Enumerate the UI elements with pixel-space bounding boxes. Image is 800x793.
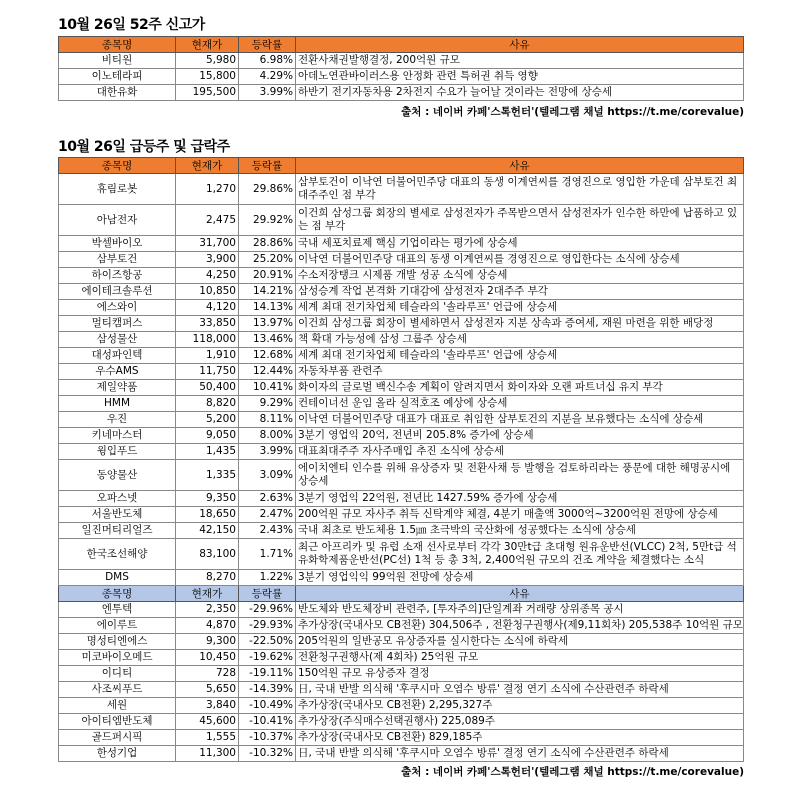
reason-cell: 컨테이너선 운임 올라 실적호조 예상에 상승세	[296, 396, 744, 412]
price-cell: 118,000	[176, 332, 239, 348]
price-cell: 4,120	[176, 300, 239, 316]
table-row	[59, 507, 744, 523]
change-cell: 12.44%	[239, 364, 296, 380]
price-cell: 18,650	[176, 507, 239, 523]
table-row	[59, 300, 744, 316]
change-cell: 29.92%	[239, 205, 296, 236]
column-header: 등락률	[239, 158, 296, 174]
stock-name-cell: 하이즈항공	[59, 268, 176, 284]
change-cell: 14.21%	[239, 284, 296, 300]
stock-name-cell: 아남전자	[59, 205, 176, 236]
change-cell: 2.47%	[239, 507, 296, 523]
stock-name-cell: 골드퍼시픽	[59, 730, 176, 746]
reason-cell: 3분기 영업익익 99억원 전망에 상승세	[296, 570, 744, 586]
reason-cell: 205억원의 일반공모 유상증자를 실시한다는 소식에 하락세	[296, 634, 744, 650]
change-cell: -14.39%	[239, 682, 296, 698]
table-row	[59, 730, 744, 746]
change-cell: 13.97%	[239, 316, 296, 332]
reason-cell: 전환청구권행사(제 4회차) 25억원 규모	[296, 650, 744, 666]
table-row	[59, 634, 744, 650]
reason-cell: 대표최대주주 자사주매입 추진 소식에 상승세	[296, 444, 744, 460]
change-cell: -29.93%	[239, 618, 296, 634]
price-cell: 9,350	[176, 491, 239, 507]
table-row	[59, 284, 744, 300]
table-row	[59, 236, 744, 252]
reason-cell: 전환사채권발행결정, 200억원 규모	[296, 53, 744, 69]
change-cell: 14.13%	[239, 300, 296, 316]
stock-name-cell: 우진	[59, 412, 176, 428]
change-cell: 3.99%	[239, 85, 296, 101]
reason-cell: 추가상장(국내사모 CB전환) 829,185주	[296, 730, 744, 746]
price-cell: 728	[176, 666, 239, 682]
stock-name-cell: 이노테라피	[59, 69, 176, 85]
price-cell: 50,400	[176, 380, 239, 396]
price-cell: 45,600	[176, 714, 239, 730]
reason-cell: 150억원 규모 유상증자 결정	[296, 666, 744, 682]
reason-cell: 日, 국내 반발 의식해 '후쿠시마 오염수 방류' 결정 연기 소식에 수산관련주 하락세	[296, 746, 744, 762]
stock-name-cell: 동양물산	[59, 460, 176, 491]
table-row	[59, 85, 744, 101]
stock-name-cell: 대한유화	[59, 85, 176, 101]
change-cell: -29.96%	[239, 602, 296, 618]
stock-name-cell: 대성파인텍	[59, 348, 176, 364]
reason-cell: 반도체와 반도체장비 관련주, [투자주의]단일계좌 거래량 상위종목 공시	[296, 602, 744, 618]
table-row	[59, 396, 744, 412]
change-cell: -10.41%	[239, 714, 296, 730]
table-row	[59, 698, 744, 714]
table-row	[59, 666, 744, 682]
stock-name-cell: 오파스넷	[59, 491, 176, 507]
price-cell: 42,150	[176, 523, 239, 539]
reason-cell: 200억원 규모 자사주 취득 신탁계약 체결, 4분기 매출액 3000억~3200억원 전망에 상승세	[296, 507, 744, 523]
reason-cell: 삼성승계 작업 본격화 기대감에 삼성전자 2대주주 부각	[296, 284, 744, 300]
source-note-2: 출처 : 네이버 카페'스톡헌터'(텔레그램 채널 https://t.me/corevalue)	[401, 766, 744, 778]
change-cell: -19.11%	[239, 666, 296, 682]
change-cell: 4.29%	[239, 69, 296, 85]
stock-name-cell: 명성티엔에스	[59, 634, 176, 650]
table-row	[59, 428, 744, 444]
column-header: 등락률	[239, 37, 296, 53]
table-row	[59, 174, 744, 205]
table-row	[59, 348, 744, 364]
reason-cell: 국내 최초로 반도체용 1.5㎛ 초극박의 국산화에 성공했다는 소식에 상승세	[296, 523, 744, 539]
change-cell: 1.22%	[239, 570, 296, 586]
stock-name-cell: 한성기업	[59, 746, 176, 762]
change-cell: 10.41%	[239, 380, 296, 396]
change-cell: -19.62%	[239, 650, 296, 666]
table-row	[59, 523, 744, 539]
reason-cell: 추가상장(국내사모 CB전환) 2,295,327주	[296, 698, 744, 714]
reason-cell: 하반기 전기자동차용 2차전지 수요가 늘어날 것이라는 전망에 상승세	[296, 85, 744, 101]
change-cell: -22.50%	[239, 634, 296, 650]
price-cell: 8,820	[176, 396, 239, 412]
table-row	[59, 618, 744, 634]
section2-title: 10월 26일 급등주 및 급락주	[58, 139, 230, 155]
reason-cell: 이건희 삼성그룹 회장이 별세하면서 삼성전자 지분 상속과 증여세, 재원 마련을 위한 배당정	[296, 316, 744, 332]
stock-name-cell: HMM	[59, 396, 176, 412]
change-cell: 25.20%	[239, 252, 296, 268]
price-cell: 1,435	[176, 444, 239, 460]
reason-cell: 아데노연관바이러스용 안정화 관련 특허권 취득 영향	[296, 69, 744, 85]
section1-title: 10월 26일 52주 신고가	[58, 17, 205, 33]
price-cell: 4,870	[176, 618, 239, 634]
change-cell: 9.29%	[239, 396, 296, 412]
table-row	[59, 714, 744, 730]
price-cell: 9,050	[176, 428, 239, 444]
price-cell: 2,475	[176, 205, 239, 236]
stock-name-cell: 에이테크솔루션	[59, 284, 176, 300]
table-row	[59, 205, 744, 236]
stock-name-cell: 키네마스터	[59, 428, 176, 444]
price-cell: 3,840	[176, 698, 239, 714]
reason-cell: 자동차부품 관련주	[296, 364, 744, 380]
reason-cell: 세계 최대 전기차업체 테슬라의 '솔라루프' 언급에 상승세	[296, 300, 744, 316]
stock-name-cell: 우수AMS	[59, 364, 176, 380]
price-cell: 11,300	[176, 746, 239, 762]
change-cell: 13.46%	[239, 332, 296, 348]
change-cell: -10.37%	[239, 730, 296, 746]
change-cell: 2.43%	[239, 523, 296, 539]
reason-cell: 추가상장(주식매수선택권행사) 225,089주	[296, 714, 744, 730]
column-header: 등락률	[239, 586, 296, 602]
table-row	[59, 69, 744, 85]
price-cell: 1,270	[176, 174, 239, 205]
stock-name-cell: 사조씨푸드	[59, 682, 176, 698]
table-row	[59, 539, 744, 570]
change-cell: 3.99%	[239, 444, 296, 460]
stock-name-cell: 휴림로봇	[59, 174, 176, 205]
price-cell: 1,335	[176, 460, 239, 491]
stock-name-cell: DMS	[59, 570, 176, 586]
price-cell: 2,350	[176, 602, 239, 618]
price-cell: 83,100	[176, 539, 239, 570]
change-cell: 8.00%	[239, 428, 296, 444]
decliners-header-row	[59, 586, 744, 602]
change-cell: 12.68%	[239, 348, 296, 364]
change-cell: 1.71%	[239, 539, 296, 570]
price-cell: 195,500	[176, 85, 239, 101]
reason-cell: 책 확대 가능성에 삼성 그룹주 상승세	[296, 332, 744, 348]
stock-name-cell: 미코바이오메드	[59, 650, 176, 666]
price-cell: 8,270	[176, 570, 239, 586]
new-high-table	[58, 36, 744, 101]
stock-name-cell: 아이티엠반도체	[59, 714, 176, 730]
reason-cell: 이낙연 더불어민주당 대표의 동생 이계연씨를 경영진으로 영입한다는 소식에 상승세	[296, 252, 744, 268]
stock-name-cell: 에스와이	[59, 300, 176, 316]
reason-cell: 화이자의 글로벌 백신수송 계획이 알려지면서 화이자와 오랜 파트너십 유지 부각	[296, 380, 744, 396]
reason-cell: 삼부토건이 이낙연 더불어민주당 대표의 동생 이계연씨를 경영진으로 영입한 가운데 삼부토건 최대주주인 점 부각	[296, 174, 744, 205]
price-cell: 10,850	[176, 284, 239, 300]
stock-name-cell: 윙입푸드	[59, 444, 176, 460]
column-header: 종목명	[59, 586, 176, 602]
change-cell: 29.86%	[239, 174, 296, 205]
price-cell: 1,555	[176, 730, 239, 746]
table-row	[59, 380, 744, 396]
reason-cell: 이낙연 더불어민주당 대표가 대표로 취임한 삼부토건의 지분을 보유했다는 소식에 상승세	[296, 412, 744, 428]
price-cell: 33,850	[176, 316, 239, 332]
price-cell: 5,200	[176, 412, 239, 428]
stock-name-cell: 비티원	[59, 53, 176, 69]
table-row	[59, 252, 744, 268]
stock-name-cell: 한국조선해양	[59, 539, 176, 570]
column-header: 종목명	[59, 158, 176, 174]
reason-cell: 이건희 삼성그룹 회장의 별세로 삼성전자가 주목받으면서 삼성전자가 인수한 하만에 납품하고 있는 점 부각	[296, 205, 744, 236]
stock-name-cell: 에이루트	[59, 618, 176, 634]
reason-cell: 최근 아프리카 및 유럽 소재 선사로부터 각각 30만t급 초대형 원유운반선(VLCC) 2척, 5만t급 석유화학제품운반선(PC선) 1척 등 총 3척, 2,400억원 규모의 건조 계약을 체결했다는 소식	[296, 539, 744, 570]
price-cell: 10,450	[176, 650, 239, 666]
table-row	[59, 316, 744, 332]
table-row	[59, 570, 744, 586]
change-cell: 3.09%	[239, 460, 296, 491]
change-cell: -10.32%	[239, 746, 296, 762]
column-header: 사유	[296, 37, 744, 53]
reason-cell: 日, 국내 반발 의식해 '후쿠시마 오염수 방류' 결정 연기 소식에 수산관련주 하락세	[296, 682, 744, 698]
table-row	[59, 332, 744, 348]
reason-cell: 수소저장탱크 시제품 개발 성공 소식에 상승세	[296, 268, 744, 284]
stock-name-cell: 서울반도체	[59, 507, 176, 523]
table-row	[59, 650, 744, 666]
stock-name-cell: 일진머티리얼즈	[59, 523, 176, 539]
table-row	[59, 460, 744, 491]
column-header: 현재가	[176, 158, 239, 174]
change-cell: -10.49%	[239, 698, 296, 714]
column-header: 현재가	[176, 37, 239, 53]
table-row	[59, 682, 744, 698]
change-cell: 28.86%	[239, 236, 296, 252]
price-cell: 4,250	[176, 268, 239, 284]
price-cell: 5,650	[176, 682, 239, 698]
stock-name-cell: 삼부토건	[59, 252, 176, 268]
price-cell: 9,300	[176, 634, 239, 650]
column-header: 사유	[296, 158, 744, 174]
column-header: 사유	[296, 586, 744, 602]
change-cell: 2.63%	[239, 491, 296, 507]
reason-cell: 3분기 영업익 22억원, 전년比 1427.59% 증가에 상승세	[296, 491, 744, 507]
stock-name-cell: 박셀바이오	[59, 236, 176, 252]
source-note-1: 출처 : 네이버 카페'스톡헌터'(텔레그램 채널 https://t.me/corevalue)	[401, 106, 744, 118]
stock-name-cell: 삼성물산	[59, 332, 176, 348]
table-row	[59, 412, 744, 428]
stock-name-cell: 이디티	[59, 666, 176, 682]
price-cell: 15,800	[176, 69, 239, 85]
table-row	[59, 602, 744, 618]
price-cell: 11,750	[176, 364, 239, 380]
column-header: 현재가	[176, 586, 239, 602]
reason-cell: 3분기 영업익 20억, 전년비 205.8% 증가에 상승세	[296, 428, 744, 444]
table-row	[59, 53, 744, 69]
change-cell: 6.98%	[239, 53, 296, 69]
stock-name-cell: 제일약품	[59, 380, 176, 396]
change-cell: 8.11%	[239, 412, 296, 428]
table-row	[59, 746, 744, 762]
table-row	[59, 268, 744, 284]
stock-name-cell: 엔투텍	[59, 602, 176, 618]
change-cell: 20.91%	[239, 268, 296, 284]
reason-cell: 세계 최대 전기차업체 테슬라의 '솔라루프' 언급에 상승세	[296, 348, 744, 364]
column-header: 종목명	[59, 37, 176, 53]
reason-cell: 국내 세포치료제 핵심 기업이라는 평가에 상승세	[296, 236, 744, 252]
reason-cell: 에이치엔티 인수를 위해 유상증자 및 전환사채 등 발행을 검토하리라는 풍문에 대한 해명공시에 상승세	[296, 460, 744, 491]
price-cell: 3,900	[176, 252, 239, 268]
table-row	[59, 491, 744, 507]
price-cell: 1,910	[176, 348, 239, 364]
reason-cell: 추가상장(국내사모 CB전환) 304,506주 , 전환청구권행사(제9,11회차) 205,538주 10억원 규모	[296, 618, 744, 634]
stock-name-cell: 멀티캠퍼스	[59, 316, 176, 332]
price-cell: 5,980	[176, 53, 239, 69]
price-cell: 31,700	[176, 236, 239, 252]
table-row	[59, 364, 744, 380]
table-row	[59, 444, 744, 460]
movers-table	[58, 157, 744, 762]
stock-name-cell: 세원	[59, 698, 176, 714]
